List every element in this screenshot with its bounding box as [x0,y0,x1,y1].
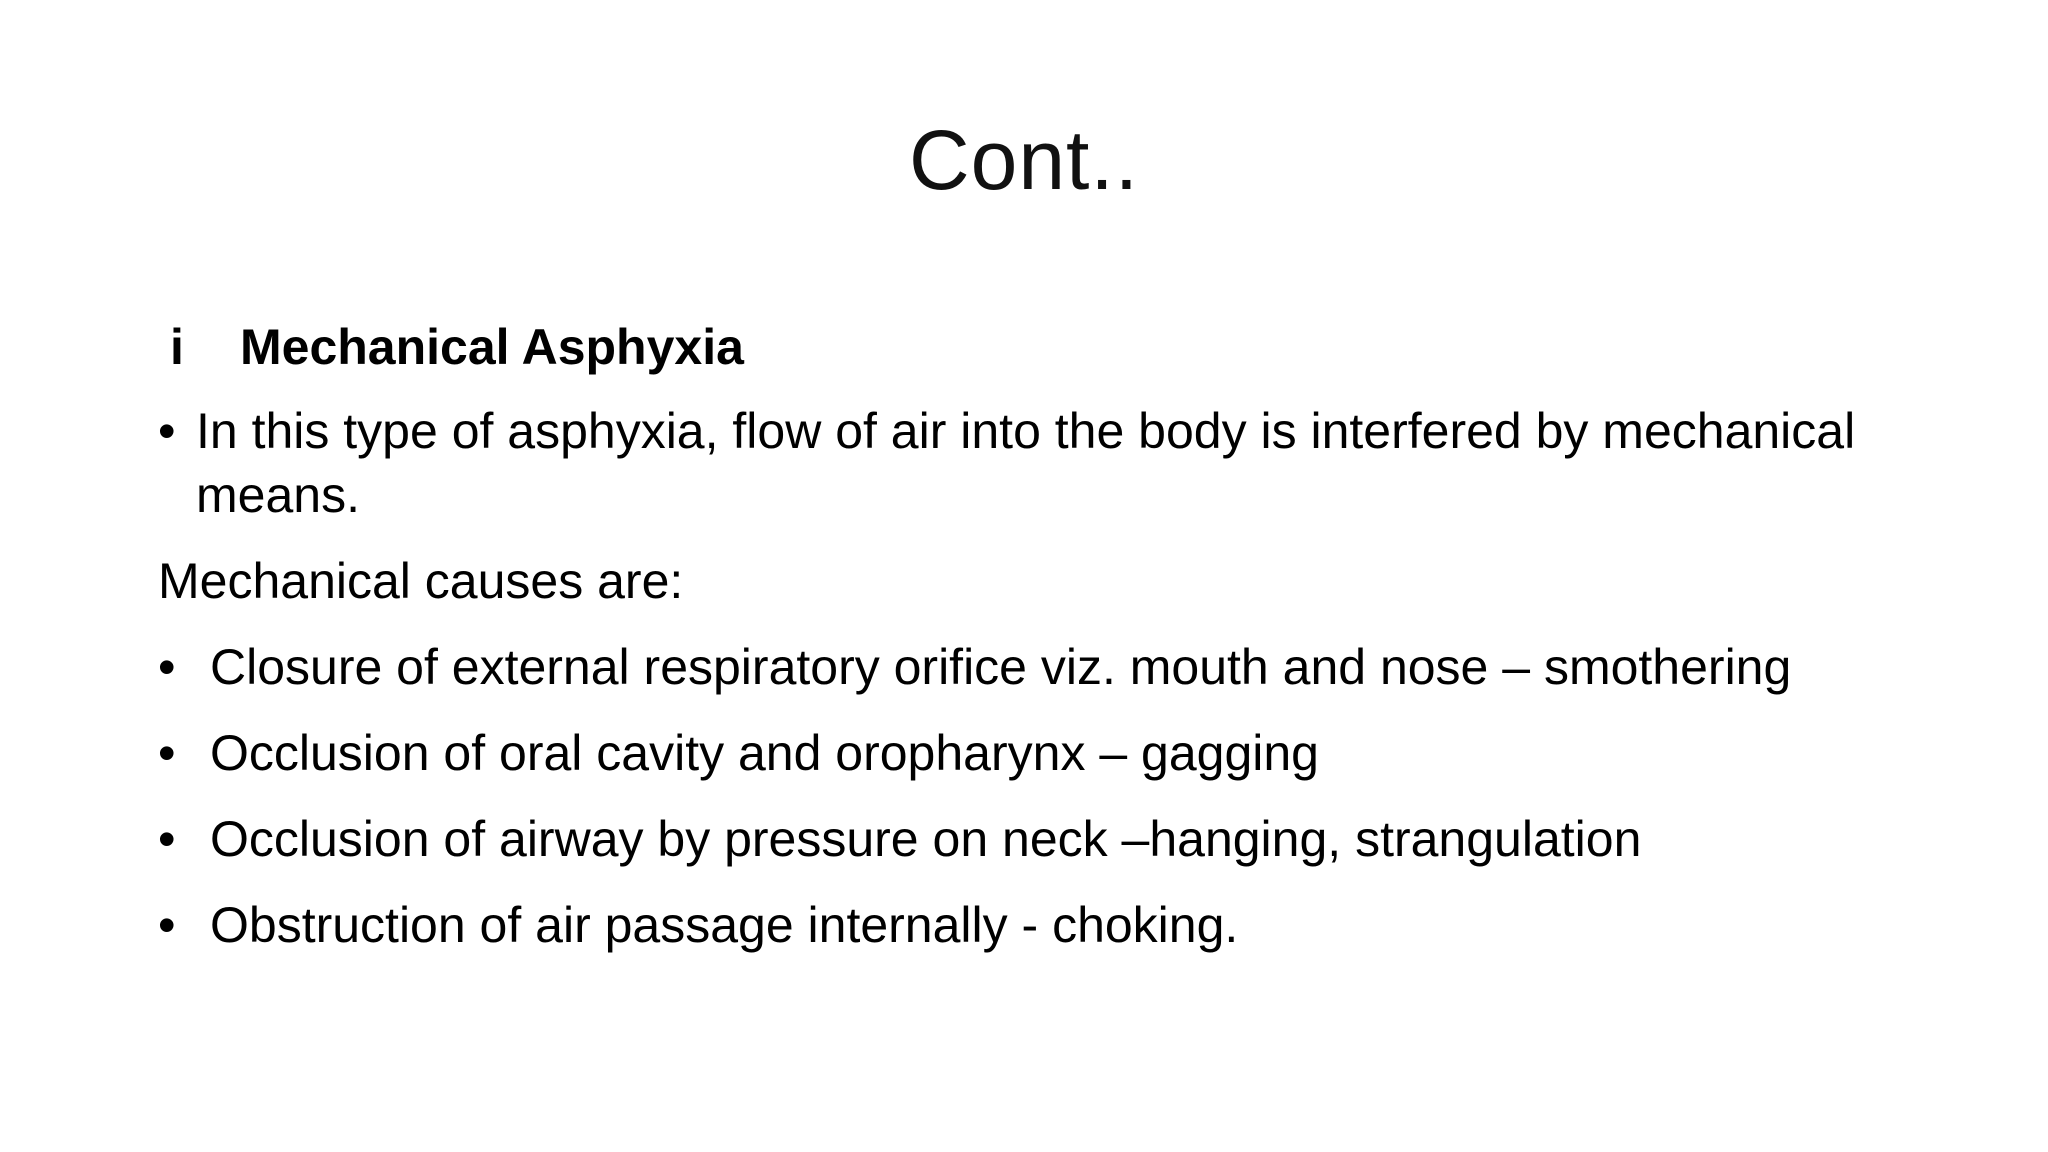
cause-item-text: Closure of external respiratory orifice viz. mouth and nose – smothering [210,639,1792,695]
cause-item [158,893,1918,957]
bullet-dot: • [158,811,176,867]
bullet-dot: • [158,639,176,695]
section-numeral: i [170,319,184,375]
bullet-dot: • [158,725,176,781]
slide-title: Cont.. [908,113,1140,207]
cause-item [158,721,1918,785]
bullet-dot: • [158,403,176,459]
intro-bullet [158,399,1918,527]
cause-item-text: Obstruction of air passage internally - choking. [210,897,1239,953]
section-heading-text: Mechanical Asphyxia [240,319,744,375]
causes-label: Mechanical causes are: [158,553,684,609]
cause-item [158,635,1918,699]
cause-item [158,807,1918,871]
cause-item-text: Occlusion of oral cavity and oropharynx – gagging [210,725,1319,781]
slide-content [158,315,1918,979]
section-heading [170,315,1918,379]
intro-bullet-text: In this type of asphyxia, flow of air into the body is interfered by mechanical means. [196,403,1856,523]
cause-item-text: Occlusion of airway by pressure on neck –hanging, strangulation [210,811,1642,867]
bullet-dot: • [158,897,176,953]
